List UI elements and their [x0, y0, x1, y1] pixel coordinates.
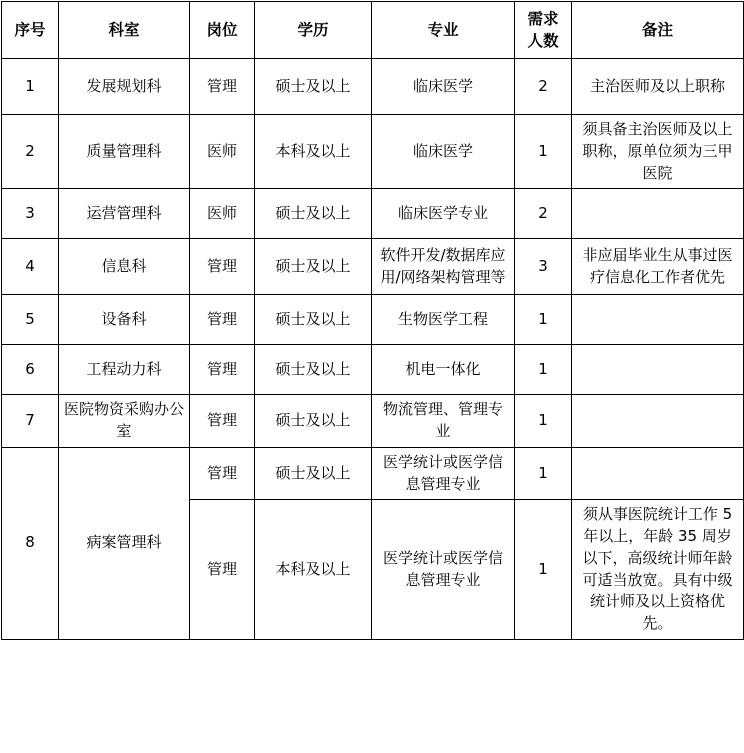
table-row — [2, 59, 744, 115]
cell-headcount: 3 — [515, 239, 572, 295]
cell-position: 管理 — [190, 59, 255, 115]
cell-seq: 3 — [2, 189, 59, 239]
cell-department: 信息科 — [59, 239, 190, 295]
table-row — [2, 447, 744, 500]
cell-education: 硕士及以上 — [255, 395, 372, 448]
column-header-seq: 序号 — [2, 2, 59, 59]
cell-remark — [572, 447, 744, 500]
cell-position: 管理 — [190, 395, 255, 448]
cell-seq: 1 — [2, 59, 59, 115]
cell-education: 硕士及以上 — [255, 59, 372, 115]
cell-education: 硕士及以上 — [255, 295, 372, 345]
cell-headcount: 1 — [515, 115, 572, 189]
table-row — [2, 189, 744, 239]
cell-major: 生物医学工程 — [372, 295, 515, 345]
cell-major: 医学统计或医学信息管理专业 — [372, 447, 515, 500]
cell-remark — [572, 189, 744, 239]
cell-position: 医师 — [190, 189, 255, 239]
table-row — [2, 295, 744, 345]
cell-department: 设备科 — [59, 295, 190, 345]
cell-headcount: 1 — [515, 395, 572, 448]
cell-headcount: 1 — [515, 447, 572, 500]
cell-major: 临床医学 — [372, 115, 515, 189]
cell-education: 硕士及以上 — [255, 447, 372, 500]
cell-position: 管理 — [190, 345, 255, 395]
table-row — [2, 239, 744, 295]
column-header-headcount — [515, 2, 572, 59]
cell-seq: 5 — [2, 295, 59, 345]
cell-headcount: 2 — [515, 189, 572, 239]
column-header-education: 学历 — [255, 2, 372, 59]
cell-seq: 8 — [2, 447, 59, 639]
cell-major: 物流管理、管理专业 — [372, 395, 515, 448]
table-row — [2, 395, 744, 448]
cell-education: 硕士及以上 — [255, 189, 372, 239]
cell-remark: 主治医师及以上职称 — [572, 59, 744, 115]
cell-remark — [572, 295, 744, 345]
cell-department: 工程动力科 — [59, 345, 190, 395]
column-header-headcount-line1: 需求 — [527, 9, 559, 28]
cell-remark — [572, 395, 744, 448]
cell-major: 临床医学专业 — [372, 189, 515, 239]
cell-position: 管理 — [190, 447, 255, 500]
recruitment-requirements-table — [1, 1, 744, 640]
column-header-headcount-line2: 人数 — [527, 32, 559, 50]
cell-headcount: 1 — [515, 345, 572, 395]
cell-remark — [572, 345, 744, 395]
cell-major: 机电一体化 — [372, 345, 515, 395]
cell-headcount: 1 — [515, 500, 572, 640]
cell-seq: 6 — [2, 345, 59, 395]
column-header-remark: 备注 — [572, 2, 744, 59]
cell-major: 软件开发/数据库应用/网络架构管理等 — [372, 239, 515, 295]
column-header-major: 专业 — [372, 2, 515, 59]
cell-position: 管理 — [190, 239, 255, 295]
cell-education: 硕士及以上 — [255, 239, 372, 295]
cell-major: 临床医学 — [372, 59, 515, 115]
table-row — [2, 345, 744, 395]
cell-position: 管理 — [190, 295, 255, 345]
cell-headcount: 2 — [515, 59, 572, 115]
cell-department: 运营管理科 — [59, 189, 190, 239]
cell-position: 管理 — [190, 500, 255, 640]
cell-education: 硕士及以上 — [255, 345, 372, 395]
cell-department: 医院物资采购办公室 — [59, 395, 190, 448]
table-row — [2, 115, 744, 189]
cell-remark: 非应届毕业生从事过医疗信息化工作者优先 — [572, 239, 744, 295]
cell-education: 本科及以上 — [255, 115, 372, 189]
cell-education: 本科及以上 — [255, 500, 372, 640]
cell-major: 医学统计或医学信息管理专业 — [372, 500, 515, 640]
cell-remark: 须具备主治医师及以上职称，原单位须为三甲医院 — [572, 115, 744, 189]
cell-position: 医师 — [190, 115, 255, 189]
cell-seq: 7 — [2, 395, 59, 448]
cell-headcount: 1 — [515, 295, 572, 345]
cell-seq: 4 — [2, 239, 59, 295]
column-header-department: 科室 — [59, 2, 190, 59]
column-header-position: 岗位 — [190, 2, 255, 59]
table-header-row — [2, 2, 744, 59]
cell-remark: 须从事医院统计工作 5 年以上，年龄 35 周岁以下，高级统计师年龄可适当放宽。具有中级统计师及以上资格优先。 — [572, 500, 744, 640]
cell-seq: 2 — [2, 115, 59, 189]
cell-department: 病案管理科 — [59, 447, 190, 639]
cell-department: 质量管理科 — [59, 115, 190, 189]
cell-department: 发展规划科 — [59, 59, 190, 115]
